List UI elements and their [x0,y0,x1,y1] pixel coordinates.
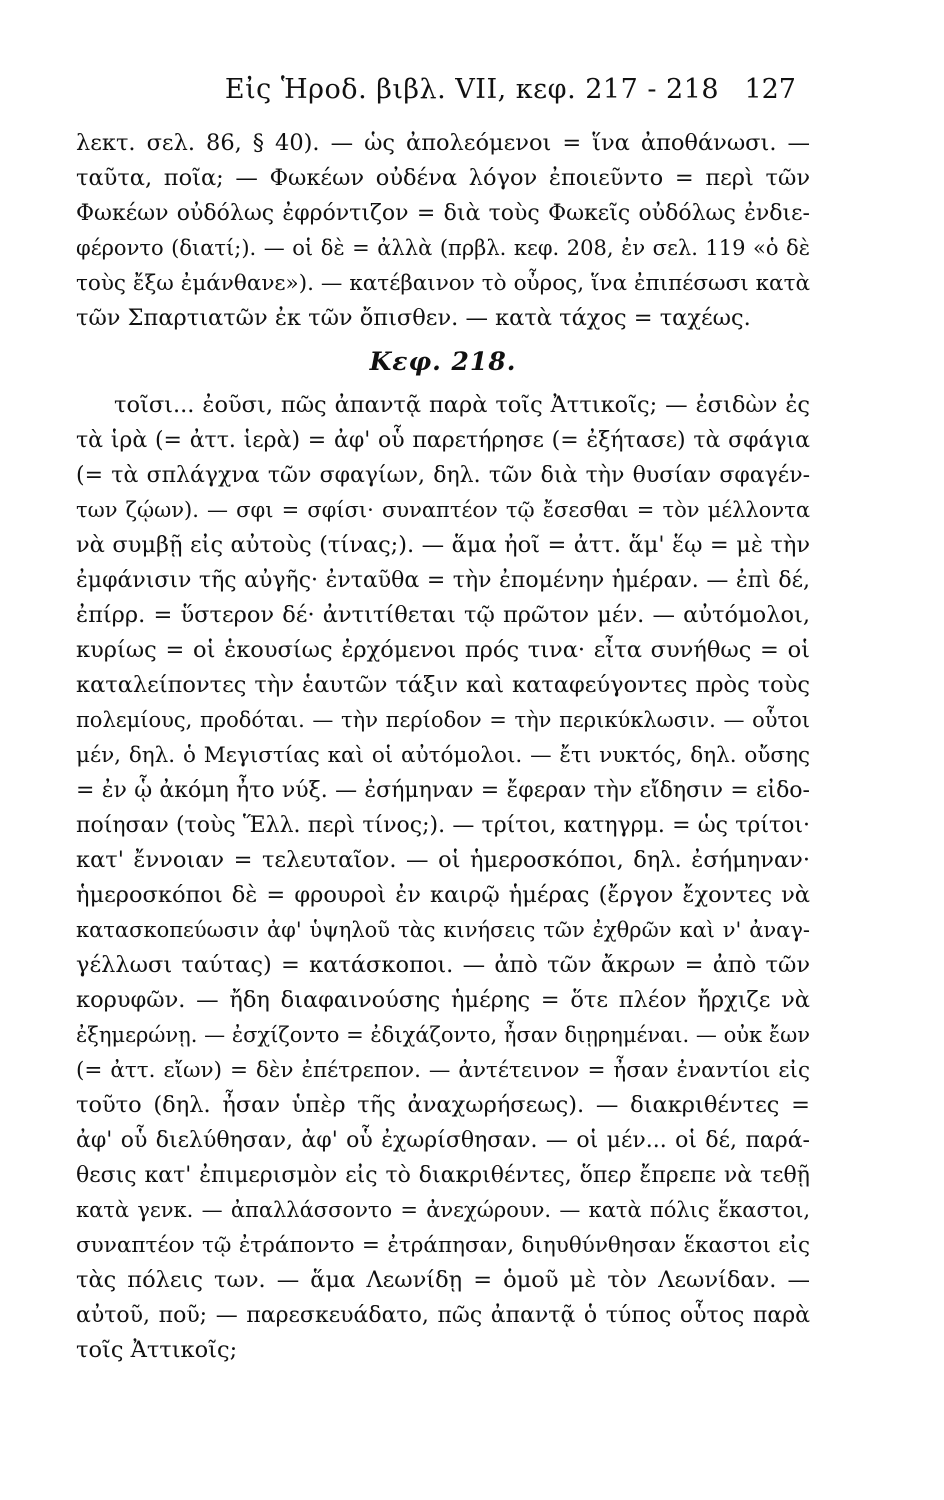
text-line: τοῖσι... ἐοῦσι, πῶς ἀπαντᾷ παρὰ τοῖς Ἀττικοῖς; — ἐσιδὼν ἐς [114,392,810,418]
text-line: τὰς πόλεις των. — ἅμα Λεωνίδῃ = ὁμοῦ μὲ τὸν Λεωνίδαν. — [76,1267,810,1293]
text-line: τοῖς Ἀττικοῖς; [76,1337,238,1363]
text-line: ἡμεροσκόποι δὲ = φρουροὶ ἐν καιρῷ ἡμέρας (ἔργον ἔχοντες νὰ [76,882,810,908]
text-line: ἐξημερώνῃ. — ἐσχίζοντο = ἐδιχάζοντο, ἦσαν διῃρημέναι. — οὐκ ἔων [76,1023,810,1047]
text-line: ἐπίρρ. = ὕστερον δέ· ἀντιτίθεται τῷ πρῶτον μέν. — αὐτόμολοι, [76,602,810,628]
text-line: τὰ ἱρὰ (= ἀττ. ἱερὰ) = ἀφ' οὗ παρετήρησε (= ἐξήτασε) τὰ σφάγια [76,428,810,453]
text-line: = ἐν ᾧ ἀκόμη ἦτο νύξ. — ἐσήμηναν = ἔφεραν τὴν εἴδησιν = εἰδο- [76,778,810,803]
text-line: λεκτ. σελ. 86, § 40). — ὡς ἀπολεόμενοι = ἵνα ἀποθάνωσι. — [76,130,810,156]
page-number: 127 [744,74,796,105]
text-line: αὐτοῦ, ποῦ; — παρεσκευάδατο, πῶς ἀπαντᾷ ὁ τύπος οὗτος παρὰ [76,1303,810,1328]
text-line: νὰ συμβῇ εἰς αὐτοὺς (τίνας;). — ἅμα ἠοῖ = ἀττ. ἅμ' ἕῳ = μὲ τὴν [76,532,810,558]
text-line: πολεμίους, προδόται. — τὴν περίοδον = τὴν περικύκλωσιν. — οὗτοι [76,708,810,732]
text-line: Φωκέων οὐδόλως ἐφρόντιζον = διὰ τοὺς Φωκεῖς οὐδόλως ἐνδιε- [76,201,810,226]
commentary-text [76,126,810,1368]
section-heading: Κεφ. 218. [369,347,517,376]
text-line: γέλλωσι ταύτας) = κατάσκοποι. — ἀπὸ τῶν ἄκρων = ἀπὸ τῶν [76,952,810,978]
text-line: κατὰ γενκ. — ἀπαλλάσσοντο = ἀνεχώρουν. — κατὰ πόλις ἕκαστοι, [76,1198,810,1222]
text-line: κατ' ἔννοιαν = τελευταῖον. — οἱ ἡμεροσκόποι, δηλ. ἐσήμηναν· [76,847,810,873]
running-title: Εἰς Ἡροδ. βιβλ. VII, κεφ. 217 - 218 [224,74,720,105]
text-line: κυρίως = οἱ ἑκουσίως ἐρχόμενοι πρός τινα· εἶτα συνήθως = οἱ [76,637,810,663]
text-line: μέν, δηλ. ὁ Μεγιστίας καὶ οἱ αὐτόμολοι. — ἔτι νυκτός, δηλ. οὔσης [76,743,810,768]
text-line: τῶν Σπαρτιατῶν ἐκ τῶν ὄπισθεν. — κατὰ τάχος = ταχέως. [76,305,751,331]
text-line: καταλείποντες τὴν ἑαυτῶν τάξιν καὶ καταφεύγοντες πρὸς τοὺς [76,672,810,698]
text-line: των ζῴων). — σφι = σφίσι· συναπτέον τῷ ἔσεσθαι = τὸν μέλλοντα [76,498,810,522]
text-line: ποίησαν (τοὺς Ἕλλ. περὶ τίνος;). — τρίτοι, κατηγρμ. = ὡς τρίτοι· [76,813,810,838]
text-line: τοὺς ἔξω ἐμάνθανε»). — κατέβαινον τὸ οὖρος, ἵνα ἐπιπέσωσι κατὰ [76,271,810,296]
text-line: φέροντο (διατί;). — οἱ δὲ = ἀλλὰ (πρβλ. κεφ. 208, ἐν σελ. 119 «ὁ δὲ [76,236,810,260]
text-line: κατασκοπεύωσιν ἀφ' ὑψηλοῦ τὰς κινήσεις τῶν ἐχθρῶν καὶ ν' ἀναγ- [76,918,810,942]
text-line: (= τὰ σπλάγχνα τῶν σφαγίων, δηλ. τῶν διὰ τὴν θυσίαν σφαγέν- [76,463,810,488]
text-line: τοῦτο (δηλ. ἦσαν ὑπὲρ τῆς ἀναχωρήσεως). — διακριθέντες = [76,1092,810,1118]
text-line: ἐμφάνισιν τῆς αὐγῆς· ἐνταῦθα = τὴν ἐπομένην ἡμέραν. — ἐπὶ δέ, [76,568,810,593]
text-line: (= ἀττ. εἴων) = δὲν ἐπέτρεπον. — ἀντέτεινον = ἦσαν ἐναντίοι εἰς [76,1058,810,1083]
text-line: κορυφῶν. — ἤδη διαφαινούσης ἡμέρης = ὅτε πλέον ἤρχιζε νὰ [76,987,810,1013]
text-line: συναπτέον τῷ ἐτράποντο = ἐτράπησαν, διηυθύνθησαν ἕκαστοι εἰς [76,1233,810,1258]
text-line: ταῦτα, ποῖα; — Φωκέων οὐδένα λόγον ἐποιεῦντο = περὶ τῶν [76,165,810,191]
running-header [0,74,944,114]
text-line: ἀφ' οὗ διελύθησαν, ἀφ' οὗ ἐχωρίσθησαν. — οἱ μέν... οἱ δέ, παρά- [76,1128,810,1153]
text-line: θεσις κατ' ἐπιμερισμὸν εἰς τὸ διακριθέντες, ὅπερ ἔπρεπε νὰ τεθῇ [76,1163,810,1188]
